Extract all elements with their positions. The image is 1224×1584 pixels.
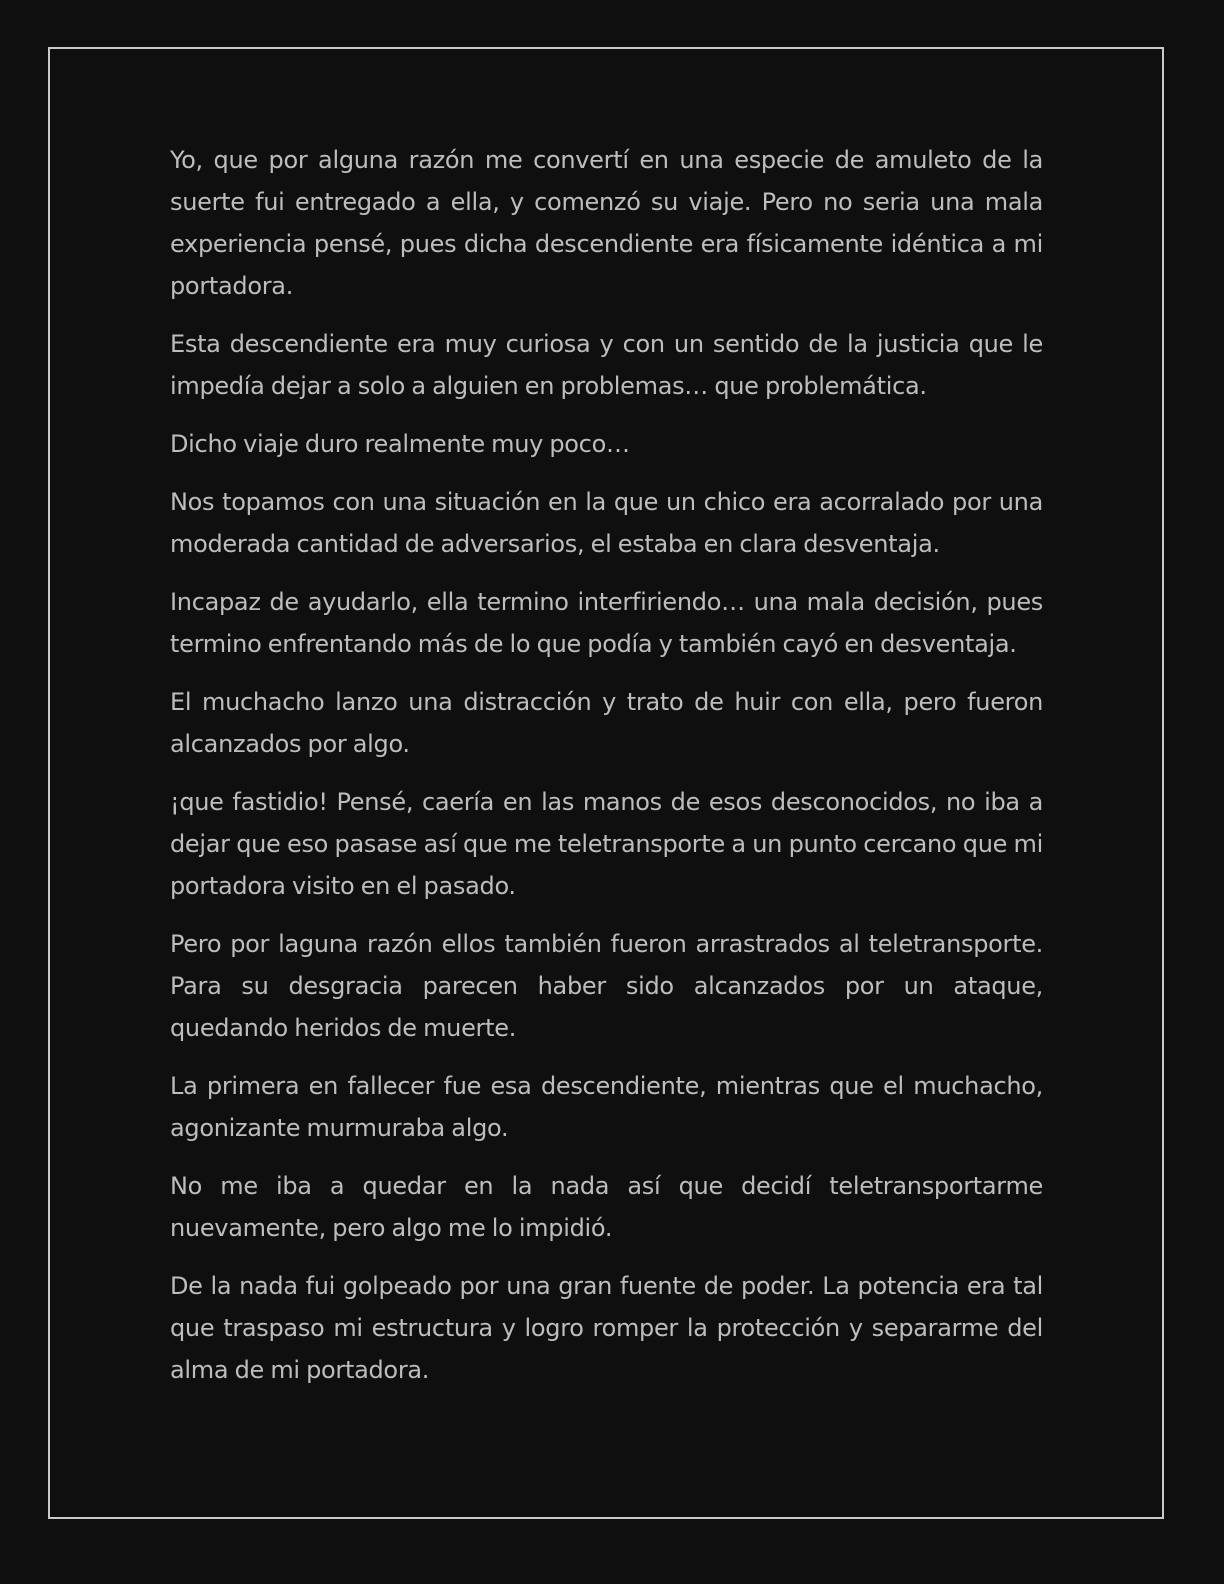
paragraph-11: De la nada fui golpeado por una gran fuente de poder. La potencia era tal que traspaso mi estructura y logro romper la protección y separarme del alma de mi portadora. [170, 1272, 1043, 1384]
paragraph-2: Esta descendiente era muy curiosa y con un sentido de la justicia que le impedía dejar a solo a alguien en problemas… que problemática. [170, 330, 1043, 400]
paragraph-8: Pero por laguna razón ellos también fueron arrastrados al teletransporte. Para su desgracia parecen haber sido alcanzados por un ataque, quedando heridos de muerte. [170, 930, 1043, 1042]
paragraph-3: Dicho viaje duro realmente muy poco… [170, 430, 630, 458]
story-text [170, 139, 1043, 1407]
paragraph-6: El muchacho lanzo una distracción y trato de huir con ella, pero fueron alcanzados por algo. [170, 688, 1043, 758]
paragraph-5: Incapaz de ayudarlo, ella termino interfiriendo… una mala decisión, pues termino enfrentando más de lo que podía y también cayó en desventaja. [170, 588, 1043, 658]
paragraph-9: La primera en fallecer fue esa descendiente, mientras que el muchacho, agonizante murmuraba algo. [170, 1072, 1043, 1142]
paragraph-4: Nos topamos con una situación en la que un chico era acorralado por una moderada cantidad de adversarios, el estaba en clara desventaja. [170, 488, 1043, 558]
paragraph-1: Yo, que por alguna razón me convertí en una especie de amuleto de la suerte fui entregado a ella, y comenzó su viaje. Pero no seria una mala experiencia pensé, pues dicha descendiente era físicamente idéntica a mi portadora. [170, 146, 1043, 300]
paragraph-7: ¡que fastidio! Pensé, caería en las manos de esos desconocidos, no iba a dejar que eso pasase así que me teletransporte a un punto cercano que mi portadora visito en el pasado. [170, 788, 1043, 900]
paragraph-10: No me iba a quedar en la nada así que decidí teletransportarme nuevamente, pero algo me lo impidió. [170, 1172, 1043, 1242]
